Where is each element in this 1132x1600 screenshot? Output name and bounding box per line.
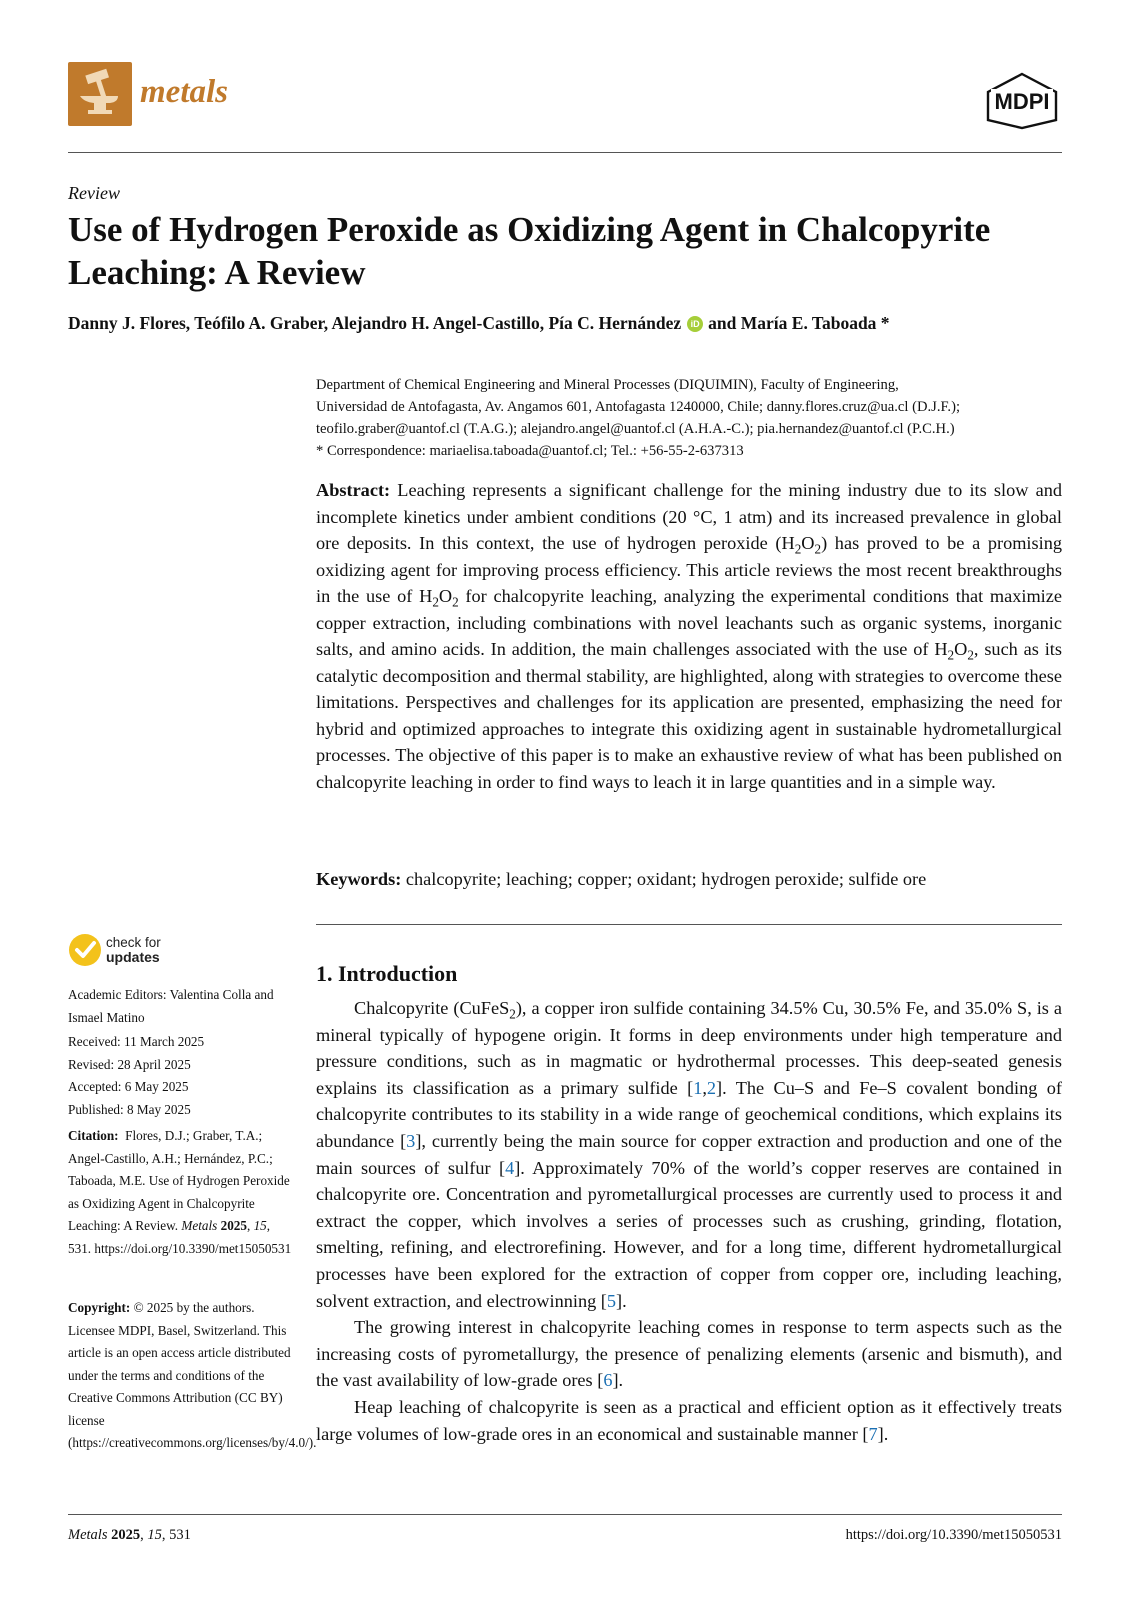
publication-dates	[68, 1031, 293, 1121]
check-for-label: check for	[106, 935, 161, 950]
footer-year: 2025	[111, 1527, 141, 1543]
citation-journal: Metals	[181, 1218, 218, 1233]
subscript: 2	[509, 1006, 516, 1022]
copyright-label: Copyright:	[68, 1300, 131, 1315]
text: Heap leaching of chalcopyrite is seen as a practical and efficient option as it effectively treats large volumes of low-grade ores in an economical and sustainable manner [	[316, 1396, 1062, 1444]
text: Chalcopyrite (CuFeS	[354, 998, 510, 1018]
citation-year: 2025	[220, 1218, 247, 1233]
keywords-label: Keywords:	[316, 869, 402, 889]
text: ]. Approximately 70% of the world’s copper reserves are contained in chalcopyrite ore. Concentration and pyrometallurgical processes are currently used to process it and extract the copper, which involves a series of processes such as crushing, grinding, flotation, smelting, refining, and electrorefining. However, and for a long time, different hydrometallurgical processes have been explored for the extraction of copper from copper ore, including leaching, solvent extraction, and electrowinning [	[316, 1157, 1062, 1311]
text: ].	[612, 1370, 624, 1391]
check-updates-icon	[68, 933, 102, 967]
abstract-text: O	[438, 586, 453, 606]
mdpi-logo	[983, 72, 1061, 130]
citation-volume: 15	[253, 1218, 267, 1233]
paragraph	[316, 1394, 1062, 1447]
introduction-body	[316, 995, 1062, 1447]
affiliation	[316, 374, 1056, 462]
abstract-text: Leaching represents a significant challenge for the mining industry due to its slow and incomplete kinetics under ambient conditions (20 °C, 1 atm) and its increased prevalence in global ore deposits. In this context, the use of hydrogen peroxide (H	[316, 480, 1062, 553]
subscript: 2	[947, 647, 955, 663]
text: The growing interest in chalcopyrite leaching comes in response to term aspects such as the increasing costs of pyrometallurgy, the presence of penalizing elements (arsenic and bismuth), and the vast availability of low-grade ores [	[316, 1317, 1062, 1391]
publisher-name: MDPI	[994, 89, 1050, 114]
revised-date: Revised: 28 April 2025	[68, 1056, 191, 1072]
abstract-text: O	[954, 639, 968, 659]
subscript: 2	[452, 594, 459, 610]
journal-logo	[68, 62, 132, 126]
citation-link[interactable]: 2	[706, 1077, 717, 1098]
correspondence-line: * Correspondence: mariaelisa.taboada@uantof.cl; Tel.: +56-55-2-637313	[316, 443, 744, 459]
citation-text: Flores, D.J.; Graber, T.A.; Angel-Castillo, A.H.; Hernández, P.C.; Taboada, M.E. Use of Hydrogen Peroxide as Oxidizing Agent in Chalcopyrite Leaching: A Review.	[68, 1128, 290, 1233]
subscript: 2	[814, 541, 822, 557]
author-list	[68, 313, 890, 334]
citation-link[interactable]: 4	[505, 1157, 515, 1178]
academic-editors: Academic Editors: Valentina Colla and Ismael Matino	[68, 987, 274, 1025]
published-date: Published: 8 May 2025	[68, 1101, 191, 1117]
text: ], currently being the main source for copper extraction and production and one of the main sources of sulfur [	[316, 1130, 1063, 1178]
affiliation-line: teofilo.graber@uantof.cl (T.A.G.); alejandro.angel@uantof.cl (A.H.A.-C.); pia.hernandez@uantof.cl (P.C.H.)	[316, 421, 955, 437]
subscript: 2	[967, 647, 974, 663]
accepted-date: Accepted: 6 May 2025	[68, 1079, 189, 1094]
footer-volume: 15	[147, 1527, 162, 1543]
abstract	[316, 477, 1062, 795]
abstract-text: , such as its catalytic decomposition and thermal stability, are highlighted, along with strategies to overcome these limitations. Perspectives and challenges for its application are presented, emphasizing the need for hybrid and optimized approaches to integrate this oxidizing agent in sustainable hydrometallurgical processes. The objective of this paper is to make an exhaustive review of what has been published on chalcopyrite leaching in order to find ways to leach it in large quantities and in a simple way.	[316, 639, 1063, 792]
citation: Citation: Flores, D.J.; Graber, T.A.; Angel-Castillo, A.H.; Hernández, P.C.; Taboada, M.E. Use of Hydrogen Peroxide as Oxidizing Agent in Chalcopyrite Leaching: A Review. Metals 2025, 15, 531. https://doi.org/10.3390/met15050531	[68, 1128, 292, 1256]
article-title: Use of Hydrogen Peroxide as Oxidizing Agent in Chalcopyrite Leaching: A Review	[68, 210, 991, 292]
text: ,	[702, 1077, 707, 1098]
article-type: Review	[68, 183, 120, 203]
subscript: 2	[432, 594, 439, 610]
abstract-text: O	[801, 533, 815, 553]
text: ].	[877, 1423, 889, 1444]
abstract-label: Abstract:	[316, 480, 391, 500]
paragraph	[316, 995, 1062, 1314]
citation-link[interactable]: 1	[693, 1077, 703, 1098]
affiliation-line: Universidad de Antofagasta, Av. Angamos 601, Antofagasta 1240000, Chile; danny.flores.cruz@ua.cl (D.J.F.);	[316, 399, 960, 415]
abstract-text: ) has proved to be a promising oxidizing agent for improving process efficiency. This article reviews the most recent breakthroughs in the use of H	[316, 533, 1062, 606]
updates-label: updates	[106, 949, 160, 965]
copyright	[68, 1297, 317, 1455]
footer-divider	[68, 1514, 1062, 1515]
citation-doi[interactable]: , 531. https://doi.org/10.3390/met15050531	[68, 1218, 292, 1256]
copyright-text: © 2025 by the authors. Licensee MDPI, Basel, Switzerland. This article is an open access article distributed under the terms and conditions of the Creative Commons Attribution (CC BY) license (https://creativecommons.org/licenses/by/4.0/).	[68, 1300, 317, 1450]
header-divider	[68, 152, 1062, 153]
footer-journal: Metals	[68, 1527, 108, 1543]
section-heading: 1. Introduction	[316, 961, 458, 986]
orcid-icon[interactable]: iD	[687, 316, 703, 332]
text: ]. The Cu–S and Fe–S covalent bonding of chalcopyrite contributes to its stability in a wide range of geochemical conditions, which explains its abundance [	[316, 1077, 1062, 1151]
text: ].	[616, 1290, 627, 1311]
subscript: 2	[794, 541, 802, 557]
authors-main: Danny J. Flores, Teófilo A. Graber, Alejandro H. Angel-Castillo, Pía C. Hernández	[68, 313, 682, 333]
keywords-text: chalcopyrite; leaching; copper; oxidant; hydrogen peroxide; sulfide ore	[405, 869, 927, 889]
received-date: Received: 11 March 2025	[68, 1034, 205, 1049]
affiliation-line: Department of Chemical Engineering and Mineral Processes (DIQUIMIN), Faculty of Engineering,	[316, 377, 899, 393]
citation-link[interactable]: 7	[868, 1423, 878, 1444]
abstract-text: for chalcopyrite leaching, analyzing the experimental conditions that maximize copper extraction, including combinations with novel leachants such as organic systems, inorganic salts, and amino acids. In addition, the main challenges associated with the use of H	[316, 586, 1062, 659]
citation-link[interactable]: 3	[406, 1130, 416, 1151]
section-divider	[316, 924, 1062, 925]
citation-link[interactable]: 6	[603, 1370, 613, 1391]
paragraph	[316, 1314, 1062, 1394]
text: ), a copper iron sulfide containing 34.5% Cu, 30.5% Fe, and 35.0% S, is a mineral typically of hypogene origin. It forms in deep environments under high temperature and pressure conditions, such as in magmatic or hydrothermal processes. This deep-seated genesis explains its classification as a primary sulfide [	[316, 998, 1062, 1098]
citation-link[interactable]: 5	[606, 1290, 617, 1311]
anvil-hammer-icon	[68, 62, 132, 126]
journal-name: metals	[140, 74, 228, 110]
footer-article-number: , 531	[161, 1527, 191, 1543]
footer-citation: Metals 2025, 15, 531	[68, 1527, 191, 1543]
citation-label: Citation:	[68, 1128, 119, 1143]
authors-tail: and María E. Taboada *	[708, 313, 890, 333]
footer-doi[interactable]: https://doi.org/10.3390/met15050531	[845, 1527, 1062, 1543]
keywords	[316, 869, 1062, 890]
